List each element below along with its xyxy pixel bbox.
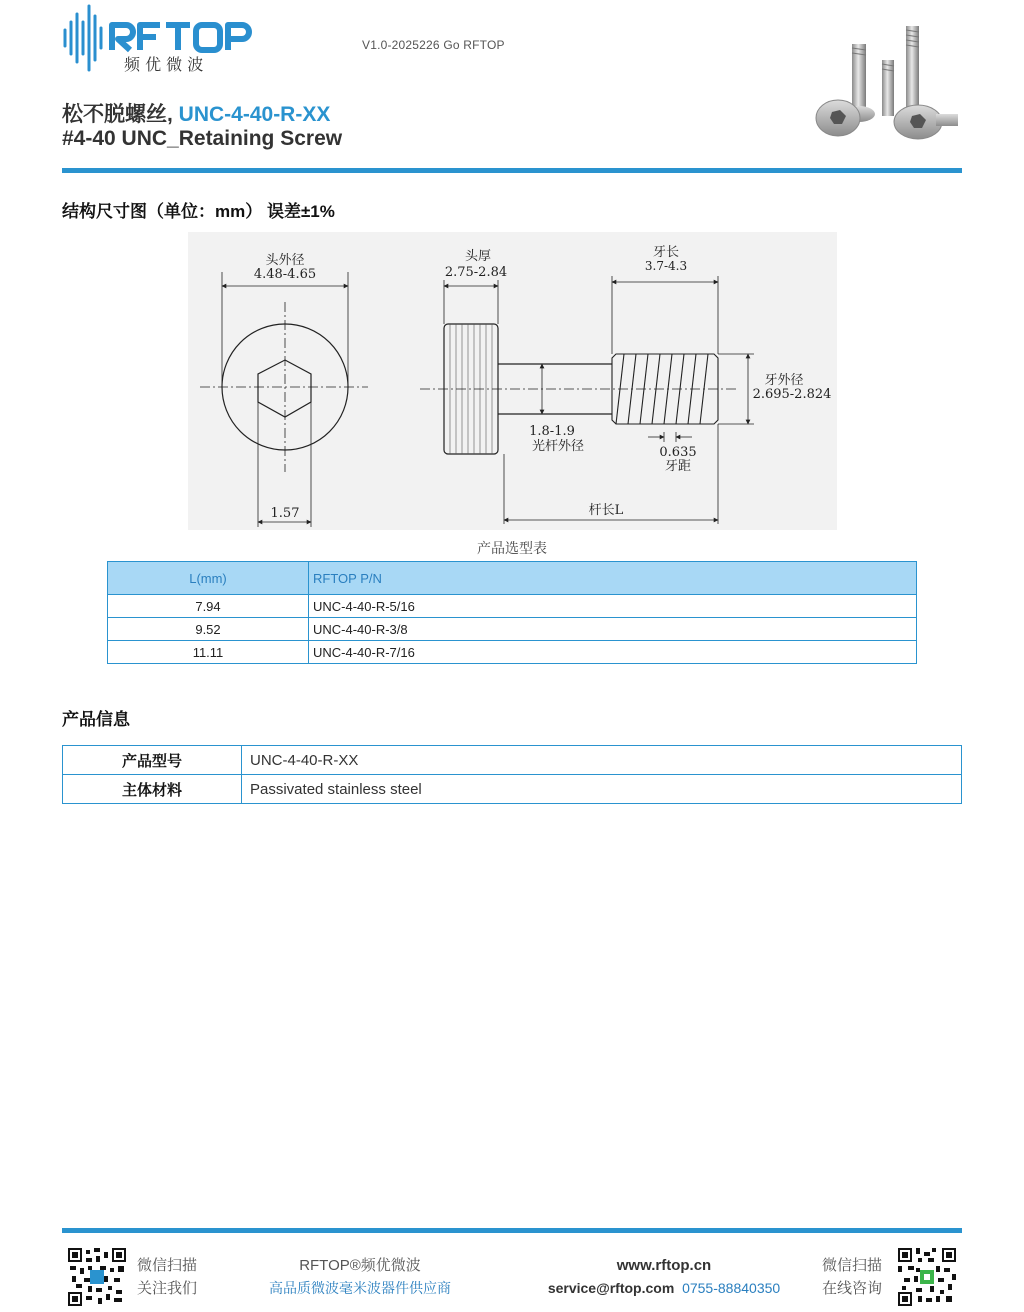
product-photo — [808, 18, 968, 146]
table-row — [63, 775, 962, 804]
website-link[interactable]: www.rftop.cn — [616, 1257, 712, 1274]
page-title-en: #4-40 UNC_Retaining Screw — [62, 127, 343, 150]
head-od-title: 头外径 — [265, 253, 305, 268]
wechat-consult-caption — [822, 1254, 882, 1300]
wechat-follow-qr-icon — [68, 1248, 126, 1306]
pitch-value: 0.635 — [659, 445, 697, 460]
table-row — [108, 595, 917, 618]
company-slogan: 高品质微波毫米波器件供应商 — [269, 1280, 451, 1296]
version-label: V1.0-2025226 Go RFTOP — [362, 38, 505, 52]
title-cn-text: 松不脱螺丝, — [62, 103, 179, 126]
wechat-consult-line-1: 微信扫描 — [822, 1257, 883, 1274]
phone-number: 0755-88840350 — [682, 1280, 781, 1296]
title-part-number: UNC-4-40-R-XX — [178, 103, 331, 126]
footer-divider — [62, 1228, 962, 1233]
wechat-follow-line-2: 关注我们 — [137, 1280, 198, 1297]
thread-length-title: 牙长 — [652, 245, 680, 260]
selection-table — [107, 561, 917, 664]
page-title-cn — [62, 98, 330, 128]
table-row — [108, 641, 917, 664]
cell-part-number: UNC-4-40-R-3/8 — [309, 618, 917, 641]
company-name: RFTOP®频优微波 — [299, 1257, 421, 1274]
header-divider — [62, 168, 962, 173]
cell-length: 7.94 — [108, 595, 309, 618]
column-header-part-number: RFTOP P/N — [309, 562, 917, 595]
info-section-heading: 产品信息 — [62, 710, 130, 729]
company-block — [250, 1254, 470, 1300]
contact-block — [536, 1254, 792, 1300]
hex-size-value: 1.57 — [270, 506, 300, 521]
head-od-value: 4.48-4.65 — [253, 267, 317, 282]
wechat-follow-line-1: 微信扫描 — [137, 1257, 198, 1274]
head-thickness-title: 头厚 — [464, 249, 492, 264]
email-link[interactable]: service@rftop.com — [547, 1280, 675, 1296]
wechat-follow-caption — [137, 1254, 197, 1300]
thread-od-value: 2.695-2.824 — [752, 387, 832, 402]
pitch-title: 牙距 — [664, 459, 692, 474]
drawing-section-heading: 结构尺寸图（单位：mm） 误差±1% — [62, 202, 335, 221]
thread-length-value: 3.7-4.3 — [644, 259, 688, 273]
table-row — [63, 746, 962, 775]
info-key-model: 产品型号 — [63, 746, 242, 775]
length-title: 杆长L — [588, 503, 624, 518]
shank-od-value: 1.8-1.9 — [529, 424, 575, 439]
thread-od-title: 牙外径 — [764, 373, 804, 388]
brand-cn: 频 优 微 波 — [124, 55, 204, 74]
info-key-material: 主体材料 — [63, 775, 242, 804]
cell-length: 11.11 — [108, 641, 309, 664]
table-header-row — [108, 562, 917, 595]
cell-part-number: UNC-4-40-R-7/16 — [309, 641, 917, 664]
cell-length: 9.52 — [108, 618, 309, 641]
info-value-material: Passivated stainless steel — [242, 775, 962, 804]
info-value-model: UNC-4-40-R-XX — [242, 746, 962, 775]
rftop-logo — [62, 0, 272, 80]
wechat-consult-qr-icon — [898, 1248, 956, 1306]
selection-table-caption: 产品选型表 — [477, 540, 547, 556]
shank-od-title: 光杆外径 — [531, 439, 585, 454]
table-row — [108, 618, 917, 641]
wechat-consult-line-2: 在线咨询 — [822, 1280, 883, 1297]
product-info-table — [62, 745, 962, 804]
cell-part-number: UNC-4-40-R-5/16 — [309, 595, 917, 618]
head-thickness-value: 2.75-2.84 — [444, 265, 508, 280]
column-header-length: L(mm) — [108, 562, 309, 595]
dimension-drawing — [188, 232, 837, 530]
